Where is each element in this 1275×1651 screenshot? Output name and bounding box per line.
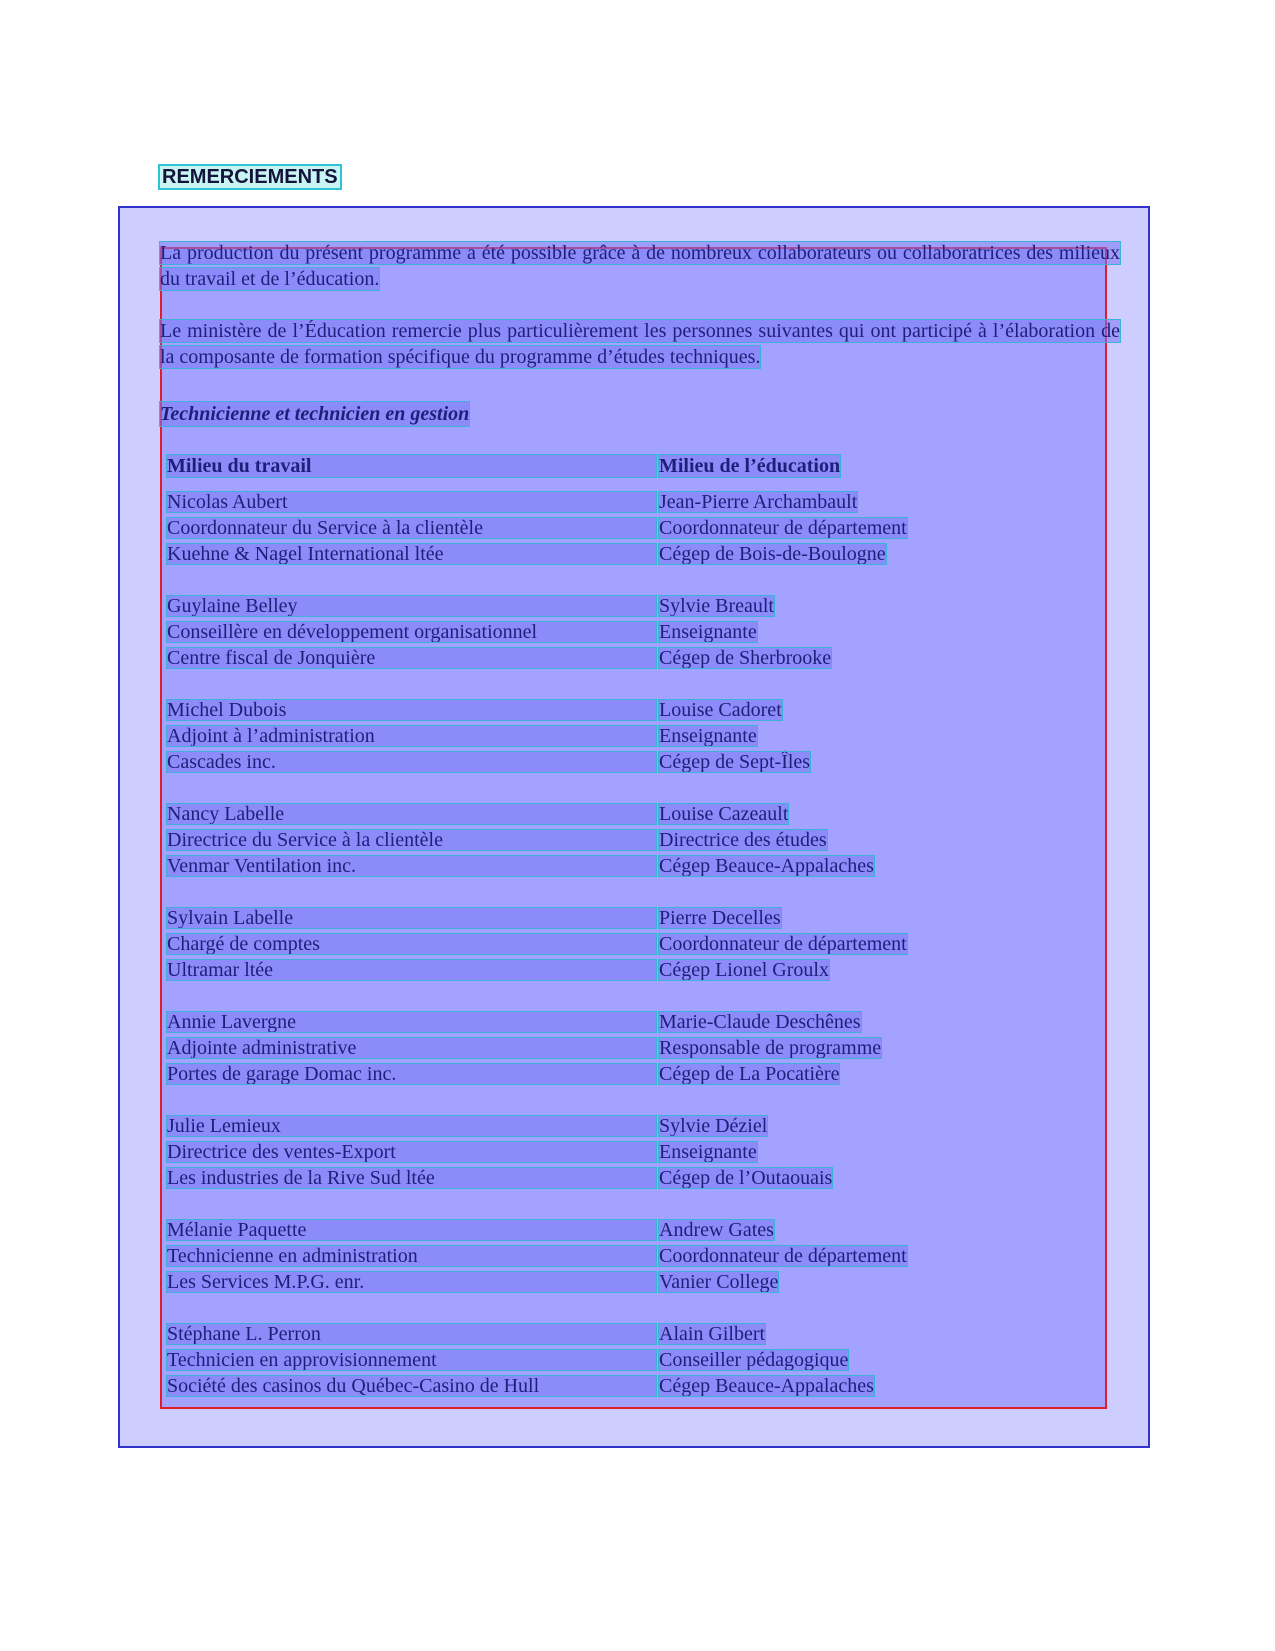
work-contact-line: Adjoint à l’administration bbox=[167, 726, 656, 746]
work-contact-line: Ultramar ltée bbox=[167, 960, 656, 980]
intro-paragraph-text: La production du présent programme a été possible grâce à de nombreux collaborateurs ou collaboratrices des milieux du travail et de l’éducation. bbox=[160, 242, 1120, 290]
work-contact-line: Nicolas Aubert bbox=[167, 492, 656, 512]
program-subtitle: Technicienne et technicien en gestion bbox=[160, 403, 470, 425]
education-contact-line: Coordonnateur de département bbox=[659, 933, 907, 955]
thanks-paragraph bbox=[160, 318, 1120, 370]
column-header-education: Milieu de l’éducation bbox=[659, 455, 841, 477]
work-contact-line: Centre fiscal de Jonquière bbox=[167, 648, 656, 668]
education-contact-line: Alain Gilbert bbox=[659, 1323, 766, 1345]
education-contact-line: Cégep de Sherbrooke bbox=[659, 647, 832, 669]
education-contact-line: Cégep de Bois-de-Boulogne bbox=[659, 543, 886, 565]
education-contact-line: Marie-Claude Deschênes bbox=[659, 1011, 861, 1033]
education-contact-line: Enseignante bbox=[659, 725, 757, 747]
work-contact-line: Coordonnateur du Service à la clientèle bbox=[167, 518, 656, 538]
work-contact-line: Sylvain Labelle bbox=[167, 908, 656, 928]
education-contact-line: Andrew Gates bbox=[659, 1219, 774, 1241]
education-contact-line: Vanier College bbox=[659, 1271, 779, 1293]
work-contact-line: Kuehne & Nagel International ltée bbox=[167, 544, 656, 564]
work-contact-line: Michel Dubois bbox=[167, 700, 656, 720]
education-contact-line: Pierre Decelles bbox=[659, 907, 781, 929]
education-contact-line: Sylvie Breault bbox=[659, 595, 774, 617]
education-contact-line: Cégep de La Pocatière bbox=[659, 1063, 840, 1085]
work-contact-line: Cascades inc. bbox=[167, 752, 656, 772]
work-contact-line: Technicien en approvisionnement bbox=[167, 1350, 656, 1370]
work-contact-line: Guylaine Belley bbox=[167, 596, 656, 616]
work-contact-line: Technicienne en administration bbox=[167, 1246, 656, 1266]
work-contact-line: Conseillère en développement organisationnel bbox=[167, 622, 656, 642]
education-contact-line: Cégep Lionel Groulx bbox=[659, 959, 829, 981]
education-contact-line: Conseiller pédagogique bbox=[659, 1349, 849, 1371]
work-contact-line: Les industries de la Rive Sud ltée bbox=[167, 1168, 656, 1188]
education-contact-line: Enseignante bbox=[659, 621, 757, 643]
education-contact-line: Directrice des études bbox=[659, 829, 827, 851]
work-contact-line: Stéphane L. Perron bbox=[167, 1324, 656, 1344]
education-contact-line: Coordonnateur de département bbox=[659, 1245, 907, 1267]
education-contact-line: Responsable de programme bbox=[659, 1037, 882, 1059]
column-header-work: Milieu du travail bbox=[167, 455, 656, 477]
work-contact-line: Adjointe administrative bbox=[167, 1038, 656, 1058]
work-contact-line: Directrice des ventes-Export bbox=[167, 1142, 656, 1162]
intro-paragraph bbox=[160, 240, 1120, 292]
page-title: REMERCIEMENTS bbox=[162, 166, 338, 188]
work-contact-line: Nancy Labelle bbox=[167, 804, 656, 824]
education-contact-line: Cégep de l’Outaouais bbox=[659, 1167, 833, 1189]
work-contact-line: Chargé de comptes bbox=[167, 934, 656, 954]
education-contact-line: Cégep Beauce-Appalaches bbox=[659, 1375, 874, 1397]
work-contact-line: Portes de garage Domac inc. bbox=[167, 1064, 656, 1084]
education-contact-line: Coordonnateur de département bbox=[659, 517, 907, 539]
education-contact-line: Cégep Beauce-Appalaches bbox=[659, 855, 874, 877]
work-contact-line: Annie Lavergne bbox=[167, 1012, 656, 1032]
work-contact-line: Venmar Ventilation inc. bbox=[167, 856, 656, 876]
education-contact-line: Louise Cazeault bbox=[659, 803, 789, 825]
education-contact-line: Sylvie Déziel bbox=[659, 1115, 768, 1137]
work-contact-line: Société des casinos du Québec-Casino de Hull bbox=[167, 1376, 656, 1396]
work-contact-line: Mélanie Paquette bbox=[167, 1220, 656, 1240]
work-contact-line: Les Services M.P.G. enr. bbox=[167, 1272, 656, 1292]
education-contact-line: Enseignante bbox=[659, 1141, 757, 1163]
education-contact-line: Louise Cadoret bbox=[659, 699, 782, 721]
work-contact-line: Julie Lemieux bbox=[167, 1116, 656, 1136]
education-contact-line: Jean-Pierre Archambault bbox=[659, 491, 858, 513]
thanks-paragraph-text: Le ministère de l’Éducation remercie plus particulièrement les personnes suivantes qui ont participé à l’élaboration de la composante de formation spécifique du programme d’études techniques. bbox=[160, 320, 1120, 368]
work-contact-line: Directrice du Service à la clientèle bbox=[167, 830, 656, 850]
education-contact-line: Cégep de Sept-Îles bbox=[659, 751, 811, 773]
